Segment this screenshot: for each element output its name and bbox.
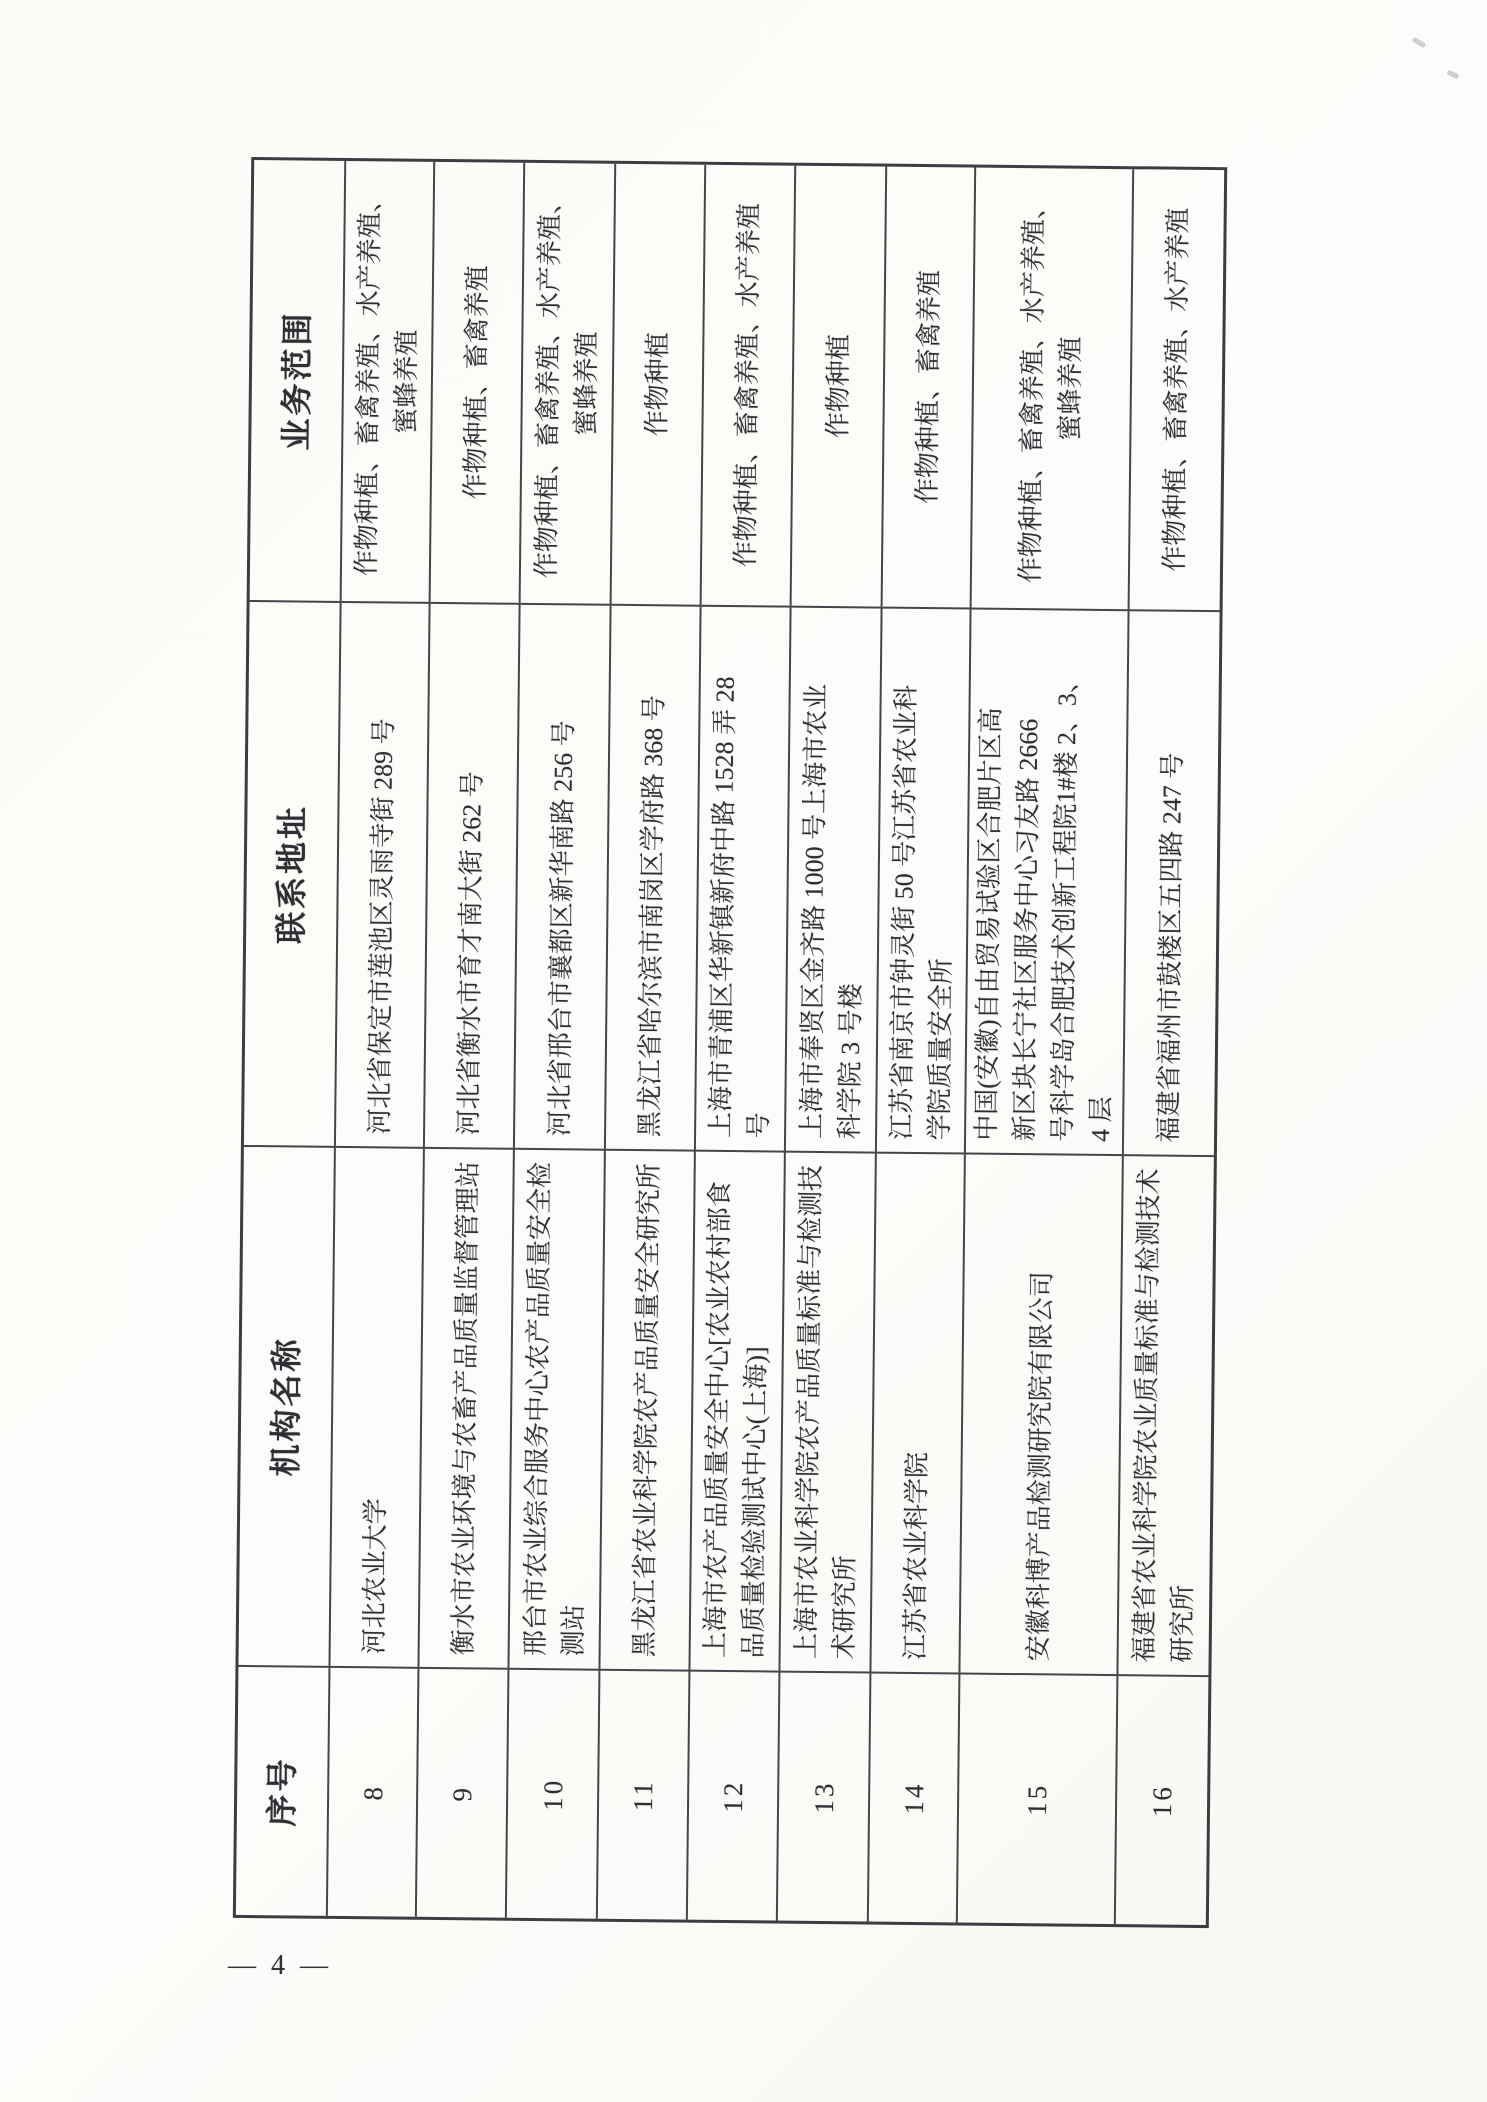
- row-12-scope: 作物种植、畜禽养殖、水产养殖: [702, 165, 797, 606]
- row-15-address: 中国(安徽)自由贸易试验区合肥片区高 新区块长宁社区服务中心习友路 2666 号科学岛合肥技术创新工程院1#楼 2、3、 4 层: [966, 608, 1130, 1155]
- row-11-address: 黑龙江省哈尔滨市南岗区学府路 368 号: [606, 604, 702, 1150]
- row-16-name: 福建省农业科学院农业质量标准与检测技术 研究所: [1118, 1154, 1213, 1675]
- page-number: — 4 —: [228, 1950, 332, 1981]
- row-9-scope: 作物种植、畜禽养殖: [431, 162, 526, 603]
- row-13-scope: 作物种植: [792, 166, 888, 607]
- row-11-scope: 作物种植: [612, 164, 707, 605]
- row-13-address: 上海市奉贤区金齐路 1000 号上海市农业 科学院 3 号楼: [786, 606, 883, 1152]
- row-14-name: 江苏省农业科学院: [871, 1152, 965, 1673]
- row-14-index: 14: [869, 1672, 961, 1923]
- row-10-name: 邢台市农业综合服务中心农产品质量安全检 测站: [509, 1148, 605, 1669]
- row-9-name: 衡水市农业环境与农畜产品质量监督管理站: [419, 1147, 514, 1668]
- row-13-name: 上海市农业科学院农产品质量标准与检测技 术研究所: [780, 1151, 876, 1672]
- row-15-index: 15: [958, 1672, 1119, 1924]
- row-12-index: 12: [688, 1670, 781, 1921]
- row-16-scope: 作物种植、畜禽养殖、水产养殖: [1159, 207, 1193, 572]
- row-8-address: 河北省保定市莲池区灵雨寺街 289 号: [336, 601, 431, 1147]
- row-9-address: 河北省衡水市育才南大街 262 号: [425, 602, 521, 1148]
- rotated-table-region: [233, 163, 1221, 1928]
- row-9-index: 9: [417, 1667, 510, 1918]
- institutions-table: [233, 163, 1221, 1928]
- table-grid: [233, 157, 1227, 1928]
- row-16-address: 福建省福州市鼓楼区五四路 247 号: [1124, 609, 1220, 1155]
- row-10-address: 河北省邢台市襄都区新华南路 256 号: [515, 603, 612, 1149]
- row-13-index: 13: [778, 1671, 872, 1922]
- row-8-scope: 作物种植、畜禽养殖、水产养殖、 蜜蜂养殖: [342, 161, 436, 602]
- header-scope: 业务范围: [250, 160, 347, 601]
- row-10-scope: 作物种植、畜禽养殖、水产养殖、 蜜蜂养殖: [521, 163, 617, 604]
- row-14-scope: 作物种植、畜禽养殖: [883, 167, 977, 608]
- row-10-index: 10: [507, 1668, 601, 1919]
- header-index: 序号: [236, 1665, 331, 1916]
- header-address: 联系地址: [244, 600, 342, 1146]
- row-11-index: 11: [598, 1669, 691, 1920]
- row-8-name: 河北农业大学: [330, 1146, 424, 1667]
- row-11-name: 黑龙江省农业科学院农产品质量安全研究所: [600, 1149, 695, 1670]
- scan-speckle: [1412, 37, 1427, 49]
- row-8-index: 8: [328, 1666, 420, 1917]
- row-15-scope: 作物种植、畜禽养殖、水产养殖、 蜜蜂养殖: [972, 168, 1135, 610]
- row-14-address: 江苏省南京市钟灵街 50 号江苏省农业科 学院质量安全所: [877, 607, 972, 1153]
- header-name: 机构名称: [238, 1145, 335, 1666]
- scan-speckle: [1447, 69, 1460, 79]
- row-15-name: 安徽科博产品检测研究院有限公司: [960, 1153, 1123, 1675]
- row-16-index: 16: [1116, 1674, 1209, 1925]
- row-12-name: 上海市农产品质量安全中心[农业农村部食 品质量检验测试中心(上海)]: [690, 1150, 785, 1671]
- row-12-address: 上海市青浦区华新镇新府中路 1528 弄 28 号: [696, 605, 792, 1151]
